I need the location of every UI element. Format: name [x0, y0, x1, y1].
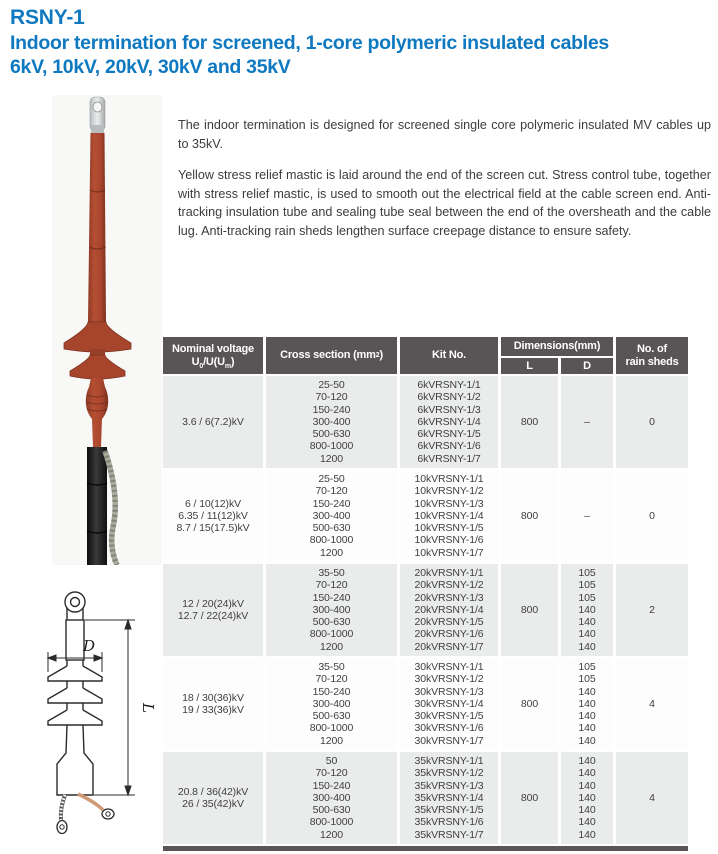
voltage-cell-value: 18 / 30(36)kV	[182, 691, 244, 704]
cross-section-cell-value: 150-240	[312, 591, 351, 604]
cross-section-cell-value: 35-50	[318, 660, 345, 673]
dim-d-cell-value: 140	[578, 722, 596, 735]
rain-sheds-cell	[616, 376, 688, 468]
dim-d-cell-value: 140	[578, 804, 596, 817]
diagram-earth-lug	[57, 821, 67, 834]
kit-no-cell-value: 30kVRSNY-1/6	[414, 722, 484, 735]
cross-section-cell-value: 1200	[320, 640, 343, 653]
diagram-copper-wire	[78, 794, 103, 810]
kit-no-cell-value: 35kVRSNY-1/5	[414, 804, 484, 817]
dim-d-cell-value: 140	[578, 697, 596, 710]
rain-sheds-cell-value: 0	[649, 509, 655, 522]
diagram-lower-body	[57, 725, 93, 795]
kit-no-cell-value: 20kVRSNY-1/5	[414, 616, 484, 629]
rain-sheds-cell	[616, 470, 688, 562]
kit-no-cell-value: 6kVRSNY-1/1	[417, 378, 481, 391]
dim-d-cell	[561, 376, 613, 468]
dim-d-cell-value: 140	[578, 628, 596, 641]
cross-section-cell	[266, 564, 397, 656]
cross-section-cell-value: 500-630	[312, 428, 351, 441]
cross-section-cell-value: 50	[325, 754, 338, 767]
intro-paragraph-1: The indoor termination is designed for screened single core polymeric insulated MV cables up to 35kV.	[178, 118, 711, 151]
cross-section-cell-value: 25-50	[318, 378, 345, 391]
table-group	[163, 376, 688, 468]
dim-d-cell-value: 140	[578, 779, 596, 792]
cross-section-cell-value: 35-50	[318, 566, 345, 579]
dim-d-cell-value: 140	[578, 767, 596, 780]
cross-section-cell-value: 150-240	[312, 685, 351, 698]
cable-oversheath	[87, 447, 107, 565]
cross-section-cell-value: 800-1000	[309, 722, 354, 735]
kit-no-cell	[400, 564, 498, 656]
kit-no-cell-value: 30kVRSNY-1/4	[414, 697, 484, 710]
dim-d-cell-value: 140	[578, 754, 596, 767]
dim-d-cell	[561, 470, 613, 562]
kit-no-cell-value: 6kVRSNY-1/6	[417, 440, 481, 453]
table-bottom-bar	[163, 846, 688, 851]
header-dimensions: Dimensions(mm)	[501, 337, 613, 356]
cross-section-cell-value: 1200	[320, 546, 343, 559]
voltage-cell-value: 6.35 / 11(12)kV	[178, 509, 248, 522]
kit-no-cell-value: 35kVRSNY-1/1	[414, 754, 484, 767]
cross-section-cell-value: 1200	[320, 452, 343, 465]
dim-d-cell-value: 105	[578, 579, 596, 592]
header-rain-sheds: No. of rain sheds	[616, 337, 688, 374]
dim-d-cell-value: 140	[578, 603, 596, 616]
diagram-upper-tube	[66, 620, 84, 660]
cross-section-cell-value: 300-400	[312, 697, 351, 710]
kit-no-cell-value: 6kVRSNY-1/4	[417, 415, 481, 428]
dimension-l-label: L	[139, 703, 157, 713]
dim-l-cell	[501, 564, 558, 656]
rain-sheds-cell	[616, 752, 688, 844]
dim-l-cell	[501, 752, 558, 844]
kit-no-cell-value: 20kVRSNY-1/2	[414, 579, 484, 592]
dim-d-cell-value: 105	[578, 660, 596, 673]
dim-d-cell-value: 140	[578, 828, 596, 841]
diagram-lug-hole	[71, 598, 80, 607]
diagram-rain-shed	[48, 703, 102, 725]
lug-hole	[93, 102, 102, 112]
dim-d-cell-value: 140	[578, 685, 596, 698]
kit-no-cell-value: 30kVRSNY-1/7	[414, 734, 484, 747]
kit-no-cell-value: 10kVRSNY-1/7	[414, 546, 484, 559]
voltage-cell-value: 26 / 35(42)kV	[182, 798, 244, 810]
cross-section-cell-value: 1200	[320, 734, 343, 747]
cross-section-cell-value: 70-120	[315, 579, 348, 592]
cross-section-cell-value: 800-1000	[309, 440, 354, 453]
kit-no-cell-value: 35kVRSNY-1/4	[414, 791, 484, 804]
page-title-line1: Indoor termination for screened, 1-core polymeric insulated cables	[10, 32, 609, 54]
kit-no-cell	[400, 752, 498, 844]
kit-no-cell-value: 30kVRSNY-1/2	[414, 673, 484, 686]
dimension-d-label: D	[83, 637, 96, 655]
kit-no-cell-value: 6kVRSNY-1/5	[417, 428, 481, 441]
cross-section-cell-value: 800-1000	[309, 628, 354, 641]
cross-section-cell-value: 800-1000	[309, 534, 354, 547]
dim-l-cell	[501, 376, 558, 468]
voltage-cell-value: 12.7 / 22(24)kV	[177, 610, 249, 622]
kit-no-cell-value: 20kVRSNY-1/3	[414, 591, 484, 604]
rain-sheds-cell-value: 2	[649, 603, 655, 616]
dim-d-cell-value: –	[584, 509, 590, 522]
cross-section-cell-value: 150-240	[312, 403, 351, 416]
voltage-cell-value: 3.6 / 6(7.2)kV	[182, 415, 244, 428]
voltage-cell-value: 20.8 / 36(42)kV	[177, 785, 249, 798]
cross-section-cell-value: 500-630	[312, 804, 351, 817]
kit-no-cell-value: 30kVRSNY-1/3	[414, 685, 484, 698]
cross-section-cell-value: 500-630	[312, 522, 351, 535]
dim-d-cell	[561, 752, 613, 844]
cross-section-cell-value: 800-1000	[309, 816, 354, 829]
header-nominal-voltage-line1: Nominal voltage	[172, 343, 254, 355]
insulation-tube	[88, 133, 106, 322]
kit-no-cell-value: 30kVRSNY-1/5	[414, 710, 484, 723]
dimension-diagram	[15, 588, 160, 850]
title-block	[10, 5, 718, 79]
diagram-copper-lug	[102, 809, 114, 819]
product-photo	[52, 95, 162, 565]
voltage-cell-value: 19 / 33(36)kV	[182, 704, 244, 716]
voltage-cell	[163, 658, 263, 750]
kit-no-cell-value: 35kVRSNY-1/7	[414, 828, 484, 841]
table-header	[163, 337, 688, 374]
kit-no-cell-value: 35kVRSNY-1/6	[414, 816, 484, 829]
dim-d-cell-value: 140	[578, 734, 596, 747]
kit-no-cell-value: 20kVRSNY-1/1	[414, 566, 484, 579]
dim-d-cell-value: 105	[578, 673, 596, 686]
cross-section-cell	[266, 470, 397, 562]
dim-d-cell-value: 140	[578, 640, 596, 653]
table-group	[163, 752, 688, 844]
cross-section-cell-value: 300-400	[312, 509, 351, 522]
header-nominal-voltage	[163, 337, 263, 374]
dim-l-cell-value: 800	[520, 603, 539, 616]
dim-d-cell-value: 140	[578, 791, 596, 804]
cross-section-cell	[266, 376, 397, 468]
table-group	[163, 658, 688, 750]
cross-section-cell-value: 70-120	[315, 485, 348, 498]
kit-no-cell-value: 10kVRSNY-1/1	[414, 472, 484, 485]
rain-sheds-cell-value: 4	[649, 791, 655, 804]
voltage-cell	[163, 470, 263, 562]
cross-section-cell-value: 25-50	[318, 472, 345, 485]
diagram-rain-shed	[48, 660, 102, 681]
cross-section-cell-value: 300-400	[312, 415, 351, 428]
table-group	[163, 564, 688, 656]
product-code: RSNY-1	[10, 6, 85, 29]
spec-table	[163, 337, 688, 851]
kit-no-cell-value: 10kVRSNY-1/6	[414, 534, 484, 547]
dim-d-cell	[561, 564, 613, 656]
cross-section-cell-value: 300-400	[312, 603, 351, 616]
page-title-line2: 6kV, 10kV, 20kV, 30kV and 35kV	[10, 56, 291, 78]
voltage-cell	[163, 752, 263, 844]
dim-l-cell-value: 800	[520, 415, 539, 428]
diagram-lug-ring	[65, 592, 85, 612]
kit-no-cell-value: 10kVRSNY-1/5	[414, 522, 484, 535]
header-voltage-symbols: $U_0/U(U_m)$	[191, 355, 235, 370]
lug-barrel	[91, 125, 104, 134]
rain-sheds-cell-value: 0	[649, 415, 655, 428]
kit-no-cell	[400, 470, 498, 562]
dim-l-cell-value: 800	[520, 791, 539, 804]
dim-d-cell	[561, 658, 613, 750]
table-group	[163, 470, 688, 562]
voltage-cell-value: 8.7 / 15(17.5)kV	[176, 522, 250, 535]
dim-l-cell	[501, 470, 558, 562]
diagram-earth-lug-hole	[60, 825, 64, 829]
dim-d-cell-value: –	[584, 415, 590, 428]
dim-d-cell-value: 140	[578, 616, 596, 629]
kit-no-cell-value: 20kVRSNY-1/7	[414, 640, 484, 653]
kit-no-cell-value: 10kVRSNY-1/2	[414, 485, 484, 498]
rain-sheds-cell	[616, 658, 688, 750]
voltage-cell	[163, 564, 263, 656]
header-dim-d: D	[561, 358, 613, 374]
dim-d-cell-value: 140	[578, 816, 596, 829]
voltage-cell-value: 6 / 10(12)kV	[185, 497, 241, 510]
dim-l-cell-value: 800	[520, 509, 539, 522]
kit-no-cell-value: 10kVRSNY-1/4	[414, 509, 484, 522]
cross-section-cell-value: 500-630	[312, 616, 351, 629]
rain-sheds-cell	[616, 564, 688, 656]
rain-sheds-cell-value: 4	[649, 697, 655, 710]
cross-section-cell-value: 70-120	[315, 767, 348, 780]
voltage-cell-value: 12 / 20(24)kV	[182, 597, 244, 610]
dim-d-cell-value: 105	[578, 566, 596, 579]
dim-l-cell	[501, 658, 558, 750]
cross-section-cell-value: 150-240	[312, 497, 351, 510]
diagram-copper-lug-hole	[106, 812, 110, 816]
cross-section-cell-value: 70-120	[315, 391, 348, 404]
diagram-rain-shed	[48, 681, 102, 703]
kit-no-cell-value: 20kVRSNY-1/4	[414, 603, 484, 616]
dim-l-cell-value: 800	[520, 697, 539, 710]
cross-section-cell-value: 300-400	[312, 791, 351, 804]
cross-section-cell-value: 70-120	[315, 673, 348, 686]
cross-section-cell-value: 1200	[320, 828, 343, 841]
header-kit-no: Kit No.	[400, 337, 498, 374]
kit-no-cell-value: 6kVRSNY-1/7	[417, 452, 481, 465]
header-cross-section: Cross section (mm 2 )	[266, 337, 397, 374]
kit-no-cell-value: 6kVRSNY-1/3	[417, 403, 481, 416]
header-dim-l: L	[501, 358, 558, 374]
table-body	[163, 376, 688, 844]
cross-section-cell	[266, 658, 397, 750]
dim-d-cell-value: 105	[578, 591, 596, 604]
dim-d-cell-value: 140	[578, 710, 596, 723]
kit-no-cell	[400, 658, 498, 750]
cross-section-cell-value: 150-240	[312, 779, 351, 792]
intro-text	[178, 116, 711, 254]
kit-no-cell-value: 10kVRSNY-1/3	[414, 497, 484, 510]
kit-no-cell-value: 20kVRSNY-1/6	[414, 628, 484, 641]
intro-paragraph-2: Yellow stress relief mastic is laid around the end of the screen cut. Stress control tube, together with stress relief mastic, is used to smooth out the electrical field at the cable screen end. Anti-tracking insulation tube and sealing tube seal between the end of the oversheath and the cable lug. Anti-tracking rain sheds lengthen surface creepage distance to ensure safety.	[178, 168, 711, 238]
kit-no-cell-value: 35kVRSNY-1/2	[414, 767, 484, 780]
cross-section-cell-value: 500-630	[312, 710, 351, 723]
kit-no-cell-value: 35kVRSNY-1/3	[414, 779, 484, 792]
kit-no-cell-value: 30kVRSNY-1/1	[414, 660, 484, 673]
cross-section-cell	[266, 752, 397, 844]
kit-no-cell-value: 6kVRSNY-1/2	[417, 391, 481, 404]
voltage-cell	[163, 376, 263, 468]
kit-no-cell	[400, 376, 498, 468]
